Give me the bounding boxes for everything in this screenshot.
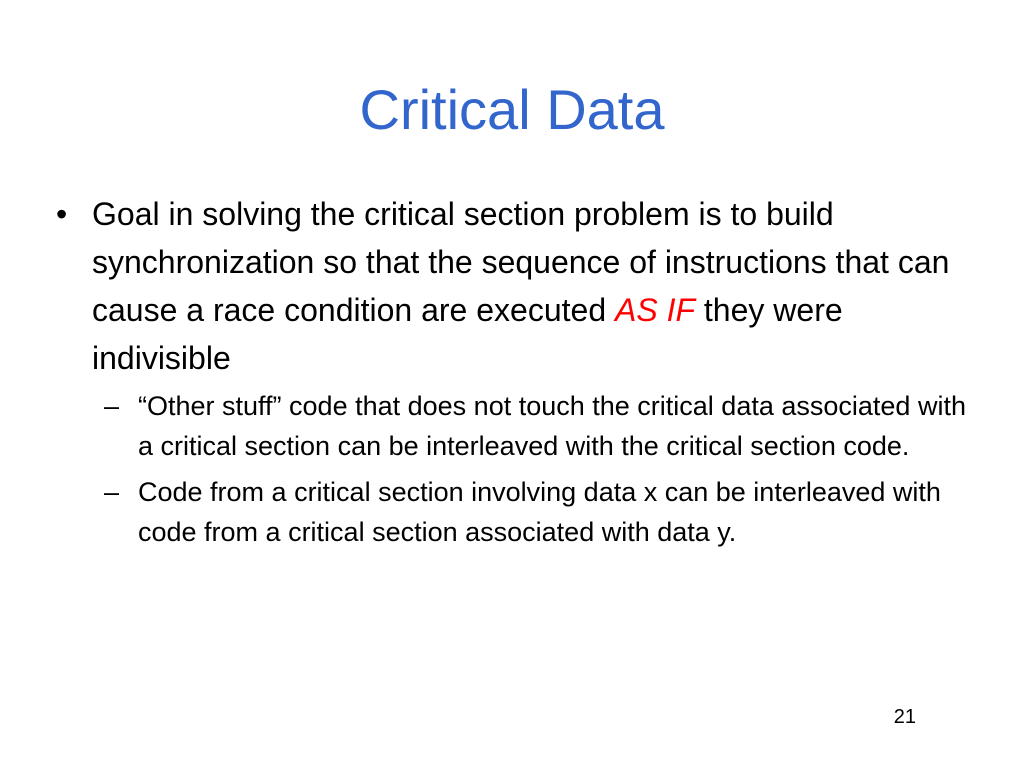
emphasis-text: AS IF bbox=[615, 292, 696, 328]
bullet-item bbox=[56, 190, 976, 382]
slide-number: 21 bbox=[893, 706, 916, 728]
sub-bullet-list bbox=[56, 386, 976, 552]
sub-bullet-marker: – bbox=[104, 391, 120, 421]
slide-content bbox=[56, 190, 976, 558]
sub-bullet-text: “Other stuff” code that does not touch the critical data associated with a critical section can be interleaved with the critical section code. bbox=[138, 391, 966, 461]
bullet-text: Goal in solving the critical section problem is to build synchronization so that the sequence of instructions that can cause a race condition are executed bbox=[92, 196, 950, 328]
sub-bullet-item bbox=[56, 472, 976, 552]
sub-bullet-marker: – bbox=[104, 477, 120, 507]
bullet-text-end: they were indivisible bbox=[92, 292, 843, 376]
slide-title: Critical Data bbox=[359, 78, 665, 141]
bullet-marker: • bbox=[56, 196, 68, 232]
sub-bullet-text: Code from a critical section involving data x can be interleaved with code from a critical section associated with data y. bbox=[138, 477, 941, 547]
sub-bullet-item bbox=[56, 386, 976, 466]
